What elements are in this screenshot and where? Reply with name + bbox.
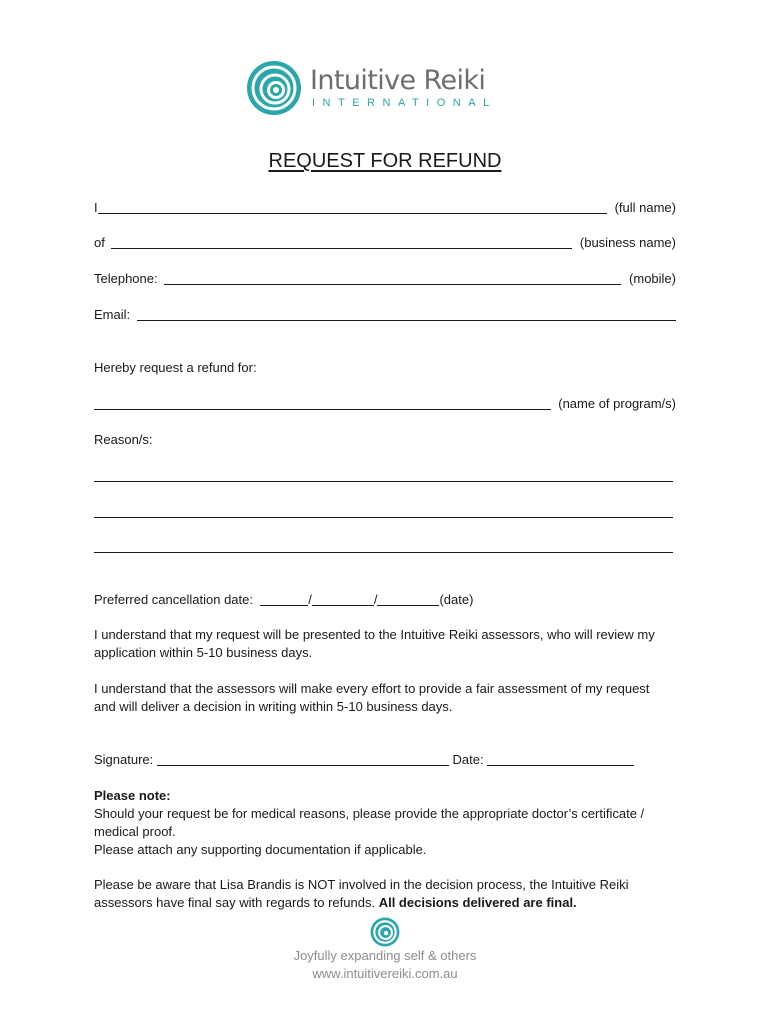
acknowledgement-paragraph-2: I understand that the assessors will make every effort to provide a fair assessment of my request and will deliver a decision in writing within 5-10 business days. — [94, 681, 650, 714]
cancel-month-field[interactable] — [312, 591, 374, 606]
date-separator-2: / — [373, 592, 378, 607]
email-row — [94, 306, 676, 324]
email-label: Email: — [94, 307, 134, 322]
logo-subtitle: INTERNATIONAL — [312, 97, 497, 109]
reason-line-2[interactable] — [94, 517, 673, 518]
signature-field[interactable] — [157, 751, 449, 766]
footer-tagline: Joyfully expanding self & others — [293, 948, 477, 963]
note-line-1: Should your request be for medical reasons, please provide the appropriate doctor’s certificate / medical proof. — [94, 806, 645, 839]
business-name-label: of — [94, 235, 109, 250]
business-name-field[interactable] — [111, 234, 572, 249]
note-heading: Please note: — [94, 788, 171, 803]
note-line-2: Please attach any supporting documentation if applicable. — [94, 842, 427, 857]
full-name-suffix: (full name) — [610, 200, 676, 215]
spiral-logo-icon — [246, 60, 302, 116]
footer-logo-icon — [370, 917, 400, 947]
reason-line-3[interactable] — [94, 552, 673, 553]
request-intro: Hereby request a refund for: — [94, 360, 257, 375]
business-name-suffix: (business name) — [576, 235, 676, 250]
business-name-row — [94, 234, 676, 252]
signature-date-field[interactable] — [487, 751, 634, 766]
final-statement — [94, 876, 679, 912]
acknowledgement-paragraph-1: I understand that my request will be presented to the Intuitive Reiki assessors, who will review my application within 5-10 business days. — [94, 627, 655, 660]
telephone-row — [94, 270, 676, 288]
footer-website[interactable]: www.intuitivereiki.com.au — [312, 966, 458, 981]
logo-name: Intuitive Reiki — [310, 65, 486, 96]
note-block — [94, 787, 654, 859]
email-field[interactable] — [137, 306, 676, 321]
signature-label: Signature: — [94, 752, 157, 767]
cancel-year-field[interactable] — [377, 591, 439, 606]
header-logo — [246, 60, 497, 116]
full-name-field[interactable] — [98, 199, 607, 214]
cancellation-date-row — [94, 591, 473, 609]
reasons-label: Reason/s: — [94, 432, 153, 447]
reason-line-1[interactable] — [94, 481, 673, 482]
final-statement-text: Please be aware that Lisa Brandis is NOT involved in the decision process, the Intuitive Reiki assessors have final say with regards to refunds. — [94, 877, 629, 910]
program-row — [94, 395, 676, 413]
cancellation-date-label: Preferred cancellation date: — [94, 592, 261, 607]
page-title: REQUEST FOR REFUND — [268, 150, 502, 172]
telephone-suffix: (mobile) — [625, 271, 676, 286]
cancel-day-field[interactable] — [260, 591, 308, 606]
telephone-field[interactable] — [164, 270, 621, 285]
final-statement-bold: All decisions delivered are final. — [378, 895, 577, 910]
cancellation-date-suffix: (date) — [439, 592, 474, 607]
full-name-row — [94, 199, 676, 217]
full-name-label: I — [94, 200, 98, 215]
date-separator-1: / — [308, 592, 312, 607]
telephone-label: Telephone: — [94, 271, 162, 286]
signature-date-label: Date: — [448, 752, 488, 767]
program-field[interactable] — [94, 395, 551, 410]
signature-row — [94, 751, 634, 769]
program-suffix: (name of program/s) — [554, 396, 676, 411]
